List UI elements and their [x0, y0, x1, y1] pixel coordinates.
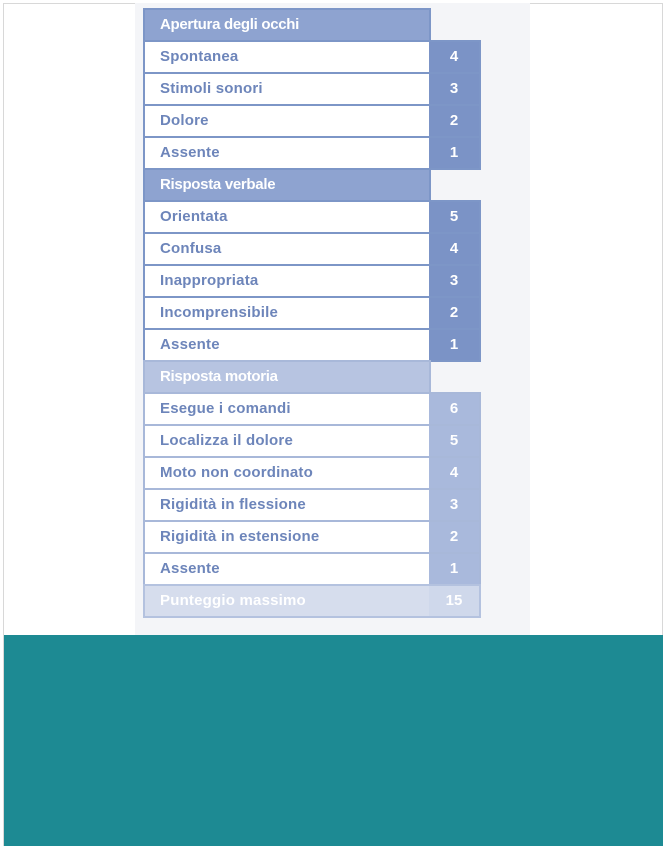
glasgow-coma-scale-table — [143, 8, 481, 616]
table-row — [143, 200, 481, 232]
row-score: 6 — [429, 392, 481, 426]
row-label: Incomprensibile — [143, 296, 431, 330]
section-header-verbal — [143, 168, 481, 200]
table-row — [143, 328, 481, 360]
total-score: 15 — [429, 584, 481, 618]
table-row — [143, 520, 481, 552]
row-score: 2 — [429, 104, 481, 138]
table-row — [143, 456, 481, 488]
table-row — [143, 392, 481, 424]
section-header-eyes — [143, 8, 481, 40]
row-score: 1 — [429, 328, 481, 362]
row-score: 3 — [429, 72, 481, 106]
section-header-motor — [143, 360, 481, 392]
table-row — [143, 264, 481, 296]
total-row — [143, 584, 481, 616]
table-row — [143, 296, 481, 328]
row-score: 5 — [429, 200, 481, 234]
table-row — [143, 136, 481, 168]
row-label: Localizza il dolore — [143, 424, 431, 458]
table-row — [143, 488, 481, 520]
total-label: Punteggio massimo — [143, 584, 431, 618]
row-score: 2 — [429, 520, 481, 554]
table-row — [143, 72, 481, 104]
row-label: Stimoli sonori — [143, 72, 431, 106]
row-label: Dolore — [143, 104, 431, 138]
table-row — [143, 424, 481, 456]
row-score: 1 — [429, 552, 481, 586]
section-header-label: Risposta motoria — [143, 360, 431, 394]
row-label: Orientata — [143, 200, 431, 234]
row-score: 3 — [429, 264, 481, 298]
row-label: Esegue i comandi — [143, 392, 431, 426]
row-label: Rigidità in estensione — [143, 520, 431, 554]
table-row — [143, 104, 481, 136]
row-label: Assente — [143, 552, 431, 586]
table-row — [143, 552, 481, 584]
row-score: 2 — [429, 296, 481, 330]
table-row — [143, 232, 481, 264]
row-label: Spontanea — [143, 40, 431, 74]
section-header-label: Risposta verbale — [143, 168, 431, 202]
footer-color-band — [4, 635, 663, 846]
row-label: Assente — [143, 136, 431, 170]
row-label: Inappropriata — [143, 264, 431, 298]
row-score: 5 — [429, 424, 481, 458]
row-score: 4 — [429, 232, 481, 266]
section-header-label: Apertura degli occhi — [143, 8, 431, 42]
table-row — [143, 40, 481, 72]
row-label: Rigidità in flessione — [143, 488, 431, 522]
row-score: 1 — [429, 136, 481, 170]
row-score: 4 — [429, 456, 481, 490]
row-label: Confusa — [143, 232, 431, 266]
row-label: Assente — [143, 328, 431, 362]
row-label: Moto non coordinato — [143, 456, 431, 490]
row-score: 3 — [429, 488, 481, 522]
row-score: 4 — [429, 40, 481, 74]
